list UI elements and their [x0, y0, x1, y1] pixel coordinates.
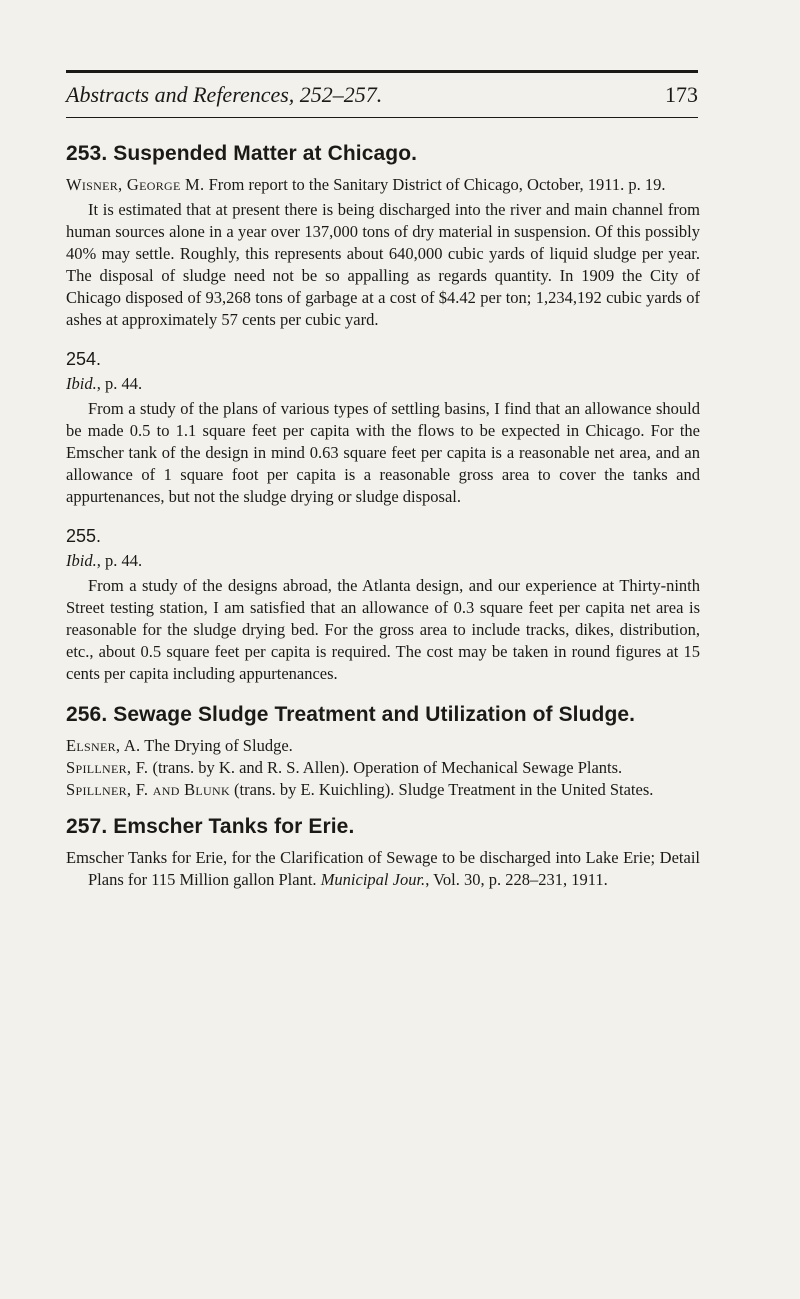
reference-text: (trans. by K. and R. S. Allen). Operation of Mechanical Sewage Plants. [148, 758, 623, 777]
reference-255 [66, 550, 700, 572]
reference-254 [66, 373, 700, 395]
section-number-254: 254. [66, 349, 102, 369]
section-255 [66, 524, 700, 685]
section-number-255: 255. [66, 526, 102, 546]
section-254 [66, 347, 700, 508]
section-256 [66, 701, 700, 801]
reference-author: Wisner, George M. [66, 175, 205, 194]
reference-author: Spillner, F. and Blunk [66, 780, 230, 799]
reference-text: The Drying of Sludge. [140, 736, 293, 755]
reference-item [66, 779, 700, 801]
section-257 [66, 813, 700, 891]
ibid: Ibid. [66, 374, 97, 393]
top-rule [66, 70, 698, 73]
reference-text: Emscher Tanks for Erie, for the Clarification of Sewage to be discharged into Lake Erie; Detail Plans for 115 Million gallon Plant. [66, 848, 700, 889]
page-ref: , p. 44. [96, 374, 143, 393]
abstract-body-254: From a study of the plans of various types of settling basins, I find that an allowance should be made 0.5 to 1.1 square feet per capita with the flows to be expected in Chicago. For the Emscher tank of the design in mind 0.63 square feet per capita is a reasonable net area, and an allowance of 1 square foot per capita is a reasonable gross area to cover the tanks and appurtenances, but not the sludge drying or sludge disposal. [66, 399, 700, 506]
reference-item [66, 735, 700, 757]
section-253 [66, 140, 700, 331]
abstract-body-253: It is estimated that at present there is being discharged into the river and main channel from human sources alone in a year over 137,000 tons of dry material in suspension. Of this possibly 40% may settle. Roughly, this represents about 640,000 cubic yards of liquid sludge per year. The disposal of sludge need not be so appalling as regards quantity. In 1909 the City of Chicago disposed of 93,268 tons of garbage at a cost of $4.42 per ton; 1,234,192 cubic yards of ashes at approximately 57 cents per cubic yard. [66, 200, 700, 329]
section-title-257: 257. Emscher Tanks for Erie. [66, 815, 355, 838]
reference-tail: , Vol. 30, p. 228–231, 1911. [425, 870, 608, 889]
running-title: Abstracts and References, 252–257. [66, 82, 383, 107]
journal-name: Municipal Jour. [320, 870, 426, 889]
reference-257 [66, 847, 700, 891]
reference-author: Elsner, A. [66, 736, 141, 755]
page-content [66, 140, 700, 891]
page-header [66, 80, 698, 110]
reference-253 [66, 174, 700, 196]
ibid: Ibid. [66, 551, 97, 570]
header-rule [66, 117, 698, 118]
reference-text: (trans. by E. Kuichling). Sludge Treatment in the United States. [229, 780, 654, 799]
reference-author: Spillner, F. [66, 758, 149, 777]
page-ref: , p. 44. [96, 551, 143, 570]
reference-item [66, 757, 700, 779]
abstract-body-255: From a study of the designs abroad, the Atlanta design, and our experience at Thirty-ninth Street testing station, I am satisfied that an allowance of 0.3 square feet per capita net area is reasonable for the sludge drying bed. For the gross area to include tracks, dikes, distribution, etc., about 0.5 square feet per capita is required. The cost may be taken in round figures at 15 cents per capita including appurtenances. [66, 576, 700, 683]
reference-citation: From report to the Sanitary District of Chicago, October, 1911. p. 19. [204, 175, 666, 194]
section-title-256: 256. Sewage Sludge Treatment and Utilization of Sludge. [66, 703, 636, 726]
section-title-253: 253. Suspended Matter at Chicago. [66, 142, 418, 165]
page-number: 173 [665, 82, 698, 107]
